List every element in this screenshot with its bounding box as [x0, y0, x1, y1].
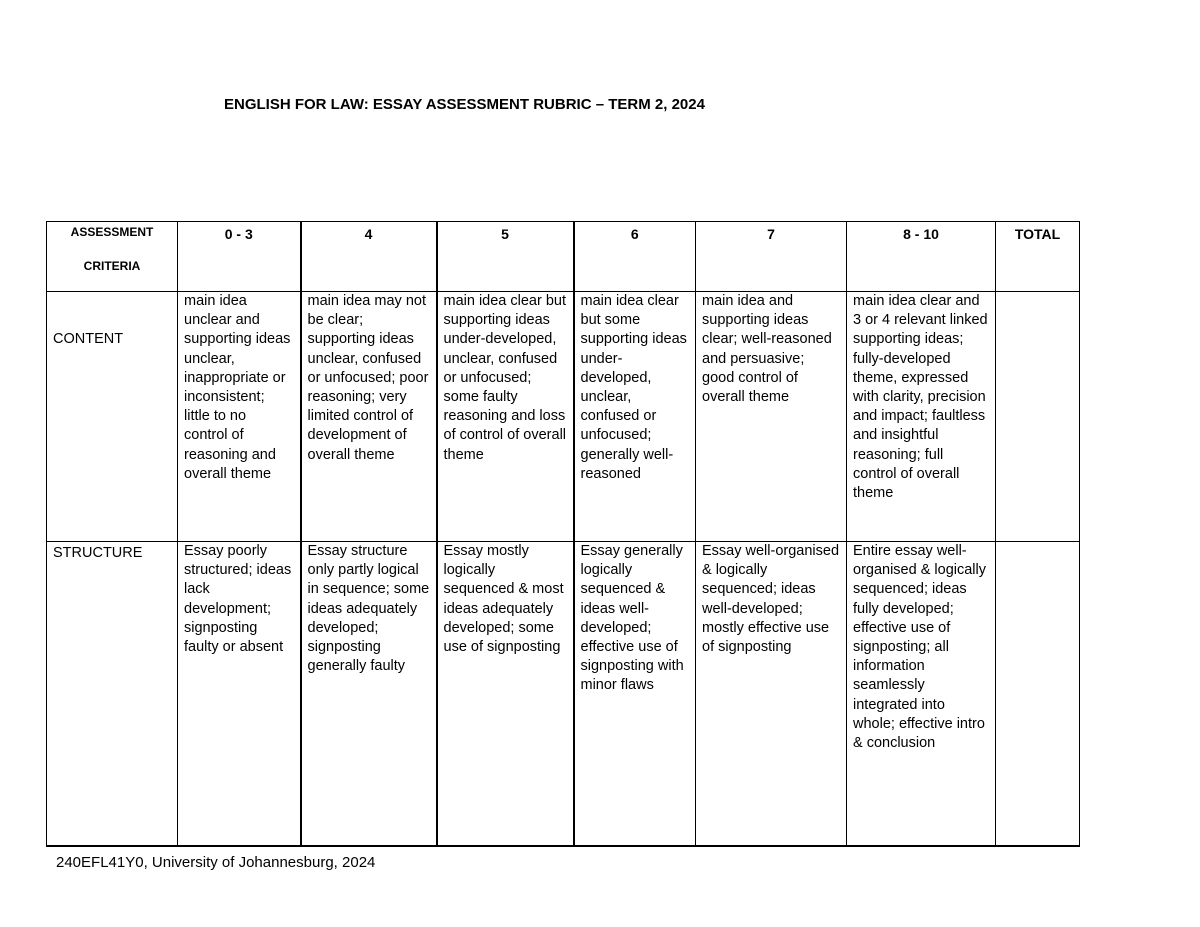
structure-total-cell[interactable]: [996, 542, 1080, 846]
content-cell-4: main idea may not be clear; supporting ideas unclear, confused or unfocused; poor reasoning; very limited control of development of overall theme: [301, 292, 437, 542]
criteria-header-line1: ASSESSMENT: [70, 225, 154, 239]
content-cell-6: main idea clear but some supporting ideas under-developed, unclear, confused or unfocused; generally well-reasoned: [574, 292, 696, 542]
structure-row: [47, 542, 1080, 846]
content-cell-8-10: main idea clear and 3 or 4 relevant linked supporting ideas; fully-developed theme, expressed with clarity, precision and impact; faultless and insightful reasoning; full control of overall theme: [847, 292, 996, 542]
structure-cell-4: Essay structure only partly logical in sequence; some ideas adequately developed; signposting generally faulty: [301, 542, 437, 846]
content-cell-5: main idea clear but supporting ideas under-developed, unclear, confused or unfocused; some faulty reasoning and loss of control of overall theme: [437, 292, 574, 542]
content-cell-0-3: main idea unclear and supporting ideas unclear, inappropriate or inconsistent; little to no control of reasoning and overall theme: [178, 292, 301, 542]
score-header-8-10: 8 - 10: [847, 222, 996, 292]
header-row: [47, 222, 1080, 292]
content-cell-7: main idea and supporting ideas clear; well-reasoned and persuasive; good control of overall theme: [696, 292, 847, 542]
rubric-table: [46, 221, 1080, 847]
structure-cell-6: Essay generally logically sequenced & ideas well-developed; effective use of signposting with minor flaws: [574, 542, 696, 846]
page-footer: 240EFL41Y0, University of Johannesburg, 2024: [56, 854, 376, 871]
content-label: CONTENT: [47, 292, 178, 542]
score-header-4: 4: [301, 222, 437, 292]
structure-cell-8-10: Entire essay well-organised & logically sequenced; ideas fully developed; effective use of signposting; all information seamlessly integrated into whole; effective intro & conclusion: [847, 542, 996, 846]
criteria-header: [47, 222, 178, 292]
structure-cell-0-3: Essay poorly structured; ideas lack development; signposting faulty or absent: [178, 542, 301, 846]
score-header-6: 6: [574, 222, 696, 292]
structure-label: STRUCTURE: [47, 542, 178, 846]
content-row: [47, 292, 1080, 542]
total-header: TOTAL: [996, 222, 1080, 292]
content-total-cell[interactable]: [996, 292, 1080, 542]
structure-cell-7: Essay well-organised & logically sequenced; ideas well-developed; mostly effective use of signposting: [696, 542, 847, 846]
structure-cell-5: Essay mostly logically sequenced & most ideas adequately developed; some use of signposting: [437, 542, 574, 846]
page-title: ENGLISH FOR LAW: ESSAY ASSESSMENT RUBRIC – TERM 2, 2024: [224, 96, 705, 113]
score-header-7: 7: [696, 222, 847, 292]
criteria-header-line2: CRITERIA: [83, 259, 141, 273]
score-header-5: 5: [437, 222, 574, 292]
score-header-0-3: 0 - 3: [178, 222, 301, 292]
